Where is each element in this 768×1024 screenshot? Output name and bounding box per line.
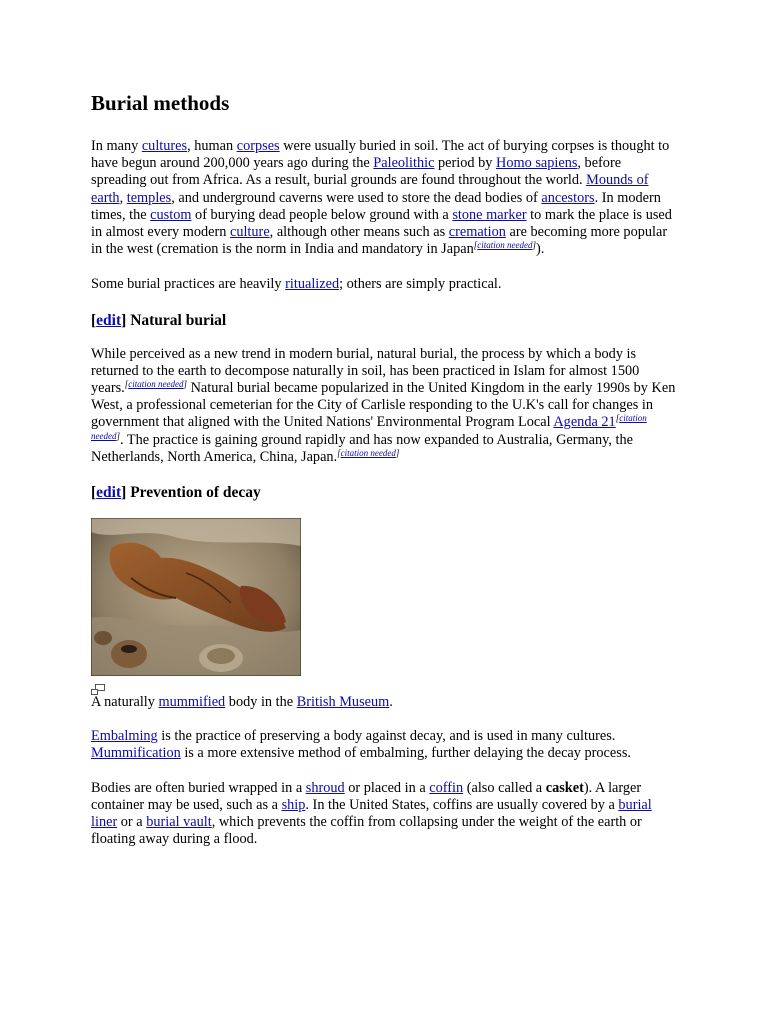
text: While perceived as a new trend in modern burial, natural burial, the process by which a body is returned to the earth to decompose naturally in soil, has been practiced in Islam for almost 1500 years. (91, 345, 640, 397)
link-coffin[interactable]: coffin (429, 779, 464, 796)
link-ship[interactable]: ship (281, 796, 306, 813)
intro-paragraph (91, 138, 676, 258)
text: to mark the place is used in almost every modern (91, 206, 672, 241)
link-ancestors[interactable]: ancestors (541, 189, 595, 206)
text: . (389, 694, 393, 711)
link-corpses[interactable]: corpses (236, 138, 280, 154)
link-culture[interactable]: culture (229, 224, 270, 241)
text: body in the (225, 694, 297, 711)
link-shroud[interactable]: shroud (305, 779, 345, 796)
text: or a (117, 814, 147, 831)
text: . The practice is gaining ground rapidly and has now expanded to Australia, Germany, the Netherlands, North America, China, Japan. (91, 431, 633, 465)
citation-needed-link[interactable]: citation needed (128, 379, 184, 390)
section-heading-prevention-of-decay: [edit] Prevention of decay (91, 484, 261, 502)
text: , human (187, 138, 237, 154)
citation-needed: [citation needed] (473, 240, 537, 251)
mummy-photo[interactable] (91, 518, 301, 676)
link-cultures[interactable]: cultures (141, 138, 188, 154)
link-agenda-21[interactable]: Agenda 21 (553, 414, 616, 431)
text: or placed in a (344, 779, 430, 796)
text: , and underground caverns were used to store the dead bodies of (171, 189, 542, 206)
link-embalming[interactable]: Embalming (91, 728, 158, 745)
text: ; others are simply practical. (339, 276, 502, 293)
link-custom[interactable]: custom (150, 206, 192, 223)
link-mounds-of-earth[interactable]: Mounds of earth (91, 172, 649, 206)
link-mummification[interactable]: Mummification (91, 745, 181, 762)
citation-needed-link[interactable]: citation needed (477, 240, 533, 251)
text: ). (536, 241, 545, 258)
section-title: Natural burial (130, 311, 227, 329)
link-british-museum[interactable]: British Museum (296, 694, 390, 711)
coffin-paragraph (91, 780, 676, 849)
text: of burying dead people below ground with a (191, 206, 453, 223)
text: were usually buried in soil. The act of burying corpses is thought to have begun around 200,000 years ago during the (91, 138, 670, 172)
text: Bodies are often buried wrapped in a (91, 779, 306, 796)
link-temples[interactable]: temples (126, 189, 172, 206)
text: (also called a (463, 779, 546, 796)
section-heading-natural-burial: [edit] Natural burial (91, 311, 227, 329)
natural-burial-paragraph (91, 346, 676, 466)
link-cremation[interactable]: cremation (448, 224, 506, 241)
text: are becoming more popular in the west (cremation is the norm in India and mandatory in Japan (91, 224, 668, 258)
citation-needed: [citation needed] (91, 413, 647, 441)
text: is a more extensive method of embalming, further delaying the decay process. (180, 745, 631, 762)
text: is the practice of preserving a body against decay, and is used in many cultures. (157, 728, 616, 745)
page-title: Burial methods (91, 91, 230, 115)
text: , which prevents the coffin from collapsing under the weight of the earth or floating away during a flood. (91, 814, 642, 848)
link-burial-liner[interactable]: burial liner (91, 796, 652, 831)
link-mummified[interactable]: mummified (158, 694, 226, 711)
ritual-paragraph (91, 276, 676, 293)
text: period by (434, 155, 496, 172)
citation-needed: [citation needed] (337, 447, 400, 458)
text: Some burial practices are heavily (91, 276, 286, 293)
text: . In the United States, coffins are usually covered by a (305, 796, 619, 813)
text: In many (91, 138, 142, 154)
text: , although other means such as (269, 224, 449, 241)
mummy-photo-illustration (91, 518, 301, 676)
article (91, 88, 676, 848)
link-homo-sapiens[interactable]: Homo sapiens (496, 155, 578, 172)
link-burial-vault[interactable]: burial vault (146, 814, 212, 831)
citation-needed-link[interactable]: citation needed (340, 447, 396, 458)
text: A naturally (91, 694, 159, 711)
section-title: Prevention of decay (130, 484, 261, 502)
enlarge-button[interactable] (91, 682, 676, 694)
text: , before spreading out from Africa. As a result, burial grounds are found throughout the world. (91, 155, 622, 189)
link-paleolithic[interactable]: Paleolithic (373, 155, 435, 172)
text: ). A larger container may be used, such as a (91, 779, 642, 813)
citation-needed: [citation needed] (124, 379, 188, 390)
edit-link[interactable]: edit (96, 311, 122, 329)
citation-needed-link[interactable]: citation needed (91, 413, 647, 441)
text: . In modern times, the (91, 189, 661, 223)
text: Natural burial became popularized in the United Kingdom in the early 1990s by Ken West, a professional cemeterian for the City of Carlisle responding to the U.K's call for changes in government that aligned with the United Nations' Environmental Program Local (91, 380, 676, 431)
link-ritualized[interactable]: ritualized (285, 276, 340, 293)
photo-caption (91, 694, 676, 711)
bold-term: casket (545, 779, 584, 796)
text: , (119, 189, 127, 206)
edit-link[interactable]: edit (96, 484, 122, 502)
embalming-paragraph (91, 728, 676, 762)
link-stone-marker[interactable]: stone marker (452, 206, 527, 223)
